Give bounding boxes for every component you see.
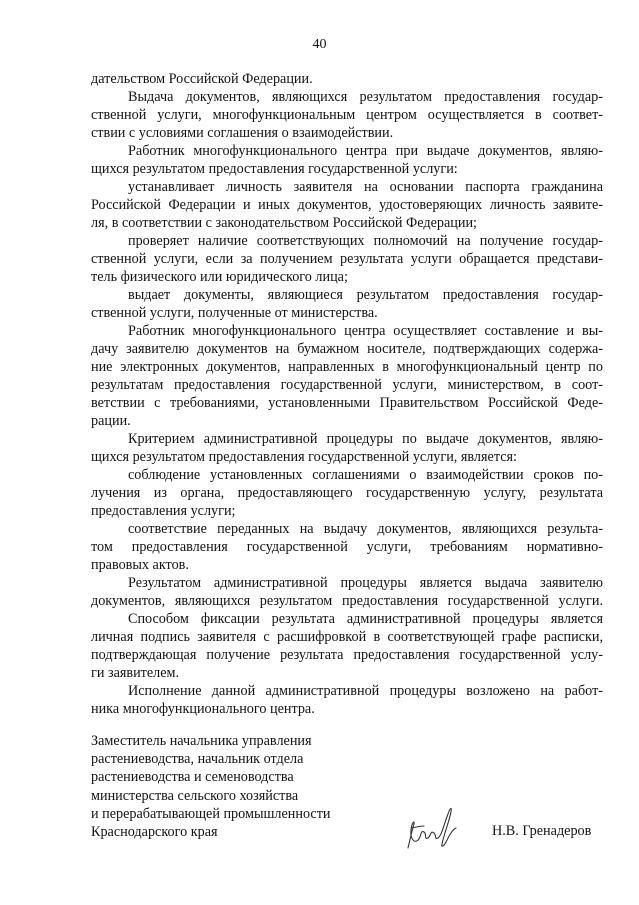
signature-title-line: Краснодарского края: [91, 824, 218, 840]
page-number: 40: [312, 37, 327, 52]
text-line: щихся результатом предоставления государственной услуги, является:: [91, 449, 517, 465]
text-line: Исполнение данной административной процедуры возложено на работ-: [128, 683, 603, 699]
signature-title-line: растениеводства и семеноводства: [91, 769, 294, 786]
text-line: ственной услуги, многофункциональным центром осуществляется в соответ-: [91, 107, 603, 123]
text-line: проверяет наличие соответствующих полномочий на получение государ-: [128, 233, 603, 249]
text-line: ги заявителем.: [91, 665, 180, 681]
text-line: соответствие переданных на выдачу документов, являющихся результа-: [128, 521, 603, 537]
text-line: дачу заявителю документов на бумажном носителе, подтверждающих содержа-: [91, 341, 603, 357]
text-line: устанавливает личность заявителя на основании паспорта гражданина: [128, 179, 603, 195]
text-line: лучения из органа, предоставляющего государственную услугу, результата: [91, 485, 603, 501]
text-line: том предоставления государственной услуги, требованиям нормативно-: [91, 539, 603, 555]
text-line: Работник многофункционального центра при выдаче документов, являю-: [128, 143, 603, 159]
text-line: предоставления услуги;: [91, 503, 236, 519]
text-line: ние электронных документов, направленных в многофункциональный центр по: [91, 359, 603, 375]
signature-title-line: министерства сельского хозяйства: [91, 787, 299, 804]
text-line: выдает документы, являющиеся результатом предоставления государ-: [128, 287, 603, 303]
signer-name: Н.В. Гренадеров: [492, 823, 592, 839]
text-line: Способом фиксации результата административной процедуры является: [128, 611, 603, 627]
text-line: ственной услуги, полученные от министерства.: [91, 305, 378, 321]
text-line: ветствии с требованиями, установленными Правительством Российской Феде-: [91, 395, 603, 411]
text-line: соблюдение установленных соглашениями о взаимодействии сроков по-: [128, 467, 603, 483]
text-line: ля, в соответствии с законодательством Российской Федерации;: [91, 215, 477, 231]
text-line: ника многофункционального центра.: [91, 701, 315, 717]
text-line: щихся результатом предоставления государственной услуги:: [91, 161, 458, 177]
text-line: ствии с условиями соглашения о взаимодействии.: [91, 125, 394, 141]
text-line: правовых актов.: [91, 557, 189, 573]
text-line: документов, являющихся результатом предоставления государственной услуги.: [91, 593, 603, 609]
text-line: Работник многофункционального центра осуществляет составление и вы-: [128, 323, 603, 339]
text-line: Выдача документов, являющихся результатом предоставления государ-: [128, 89, 603, 105]
handwritten-signature: [400, 800, 470, 855]
text-line: дательством Российской Федерации.: [91, 71, 313, 87]
text-line: рации.: [91, 413, 131, 429]
signature-title-line: растениеводства, начальник отдела: [91, 751, 304, 768]
text-line: Критерием административной процедуры по выдаче документов, являю-: [128, 431, 603, 447]
text-line: результатам предоставления государственной услуги, министерством, в соот-: [91, 377, 603, 393]
text-line: личная подпись заявителя с расшифровкой в соответствующей графе расписки,: [91, 629, 603, 645]
text-line: Результатом административной процедуры является выдача заявителю: [128, 575, 603, 591]
text-line: Российской Федерации и иных документов, удостоверяющих личность заявите-: [91, 197, 603, 213]
signature-title-line: Заместитель начальника управления: [91, 733, 312, 749]
text-line: ственной услуги, если за получением результата услуги обращается представи-: [91, 251, 603, 267]
text-line: подтверждающая получение результата предоставления государственной услу-: [91, 647, 603, 663]
signature-title-line: и перерабатывающей промышленности: [91, 805, 331, 822]
text-line: тель физического или юридического лица;: [91, 269, 348, 285]
